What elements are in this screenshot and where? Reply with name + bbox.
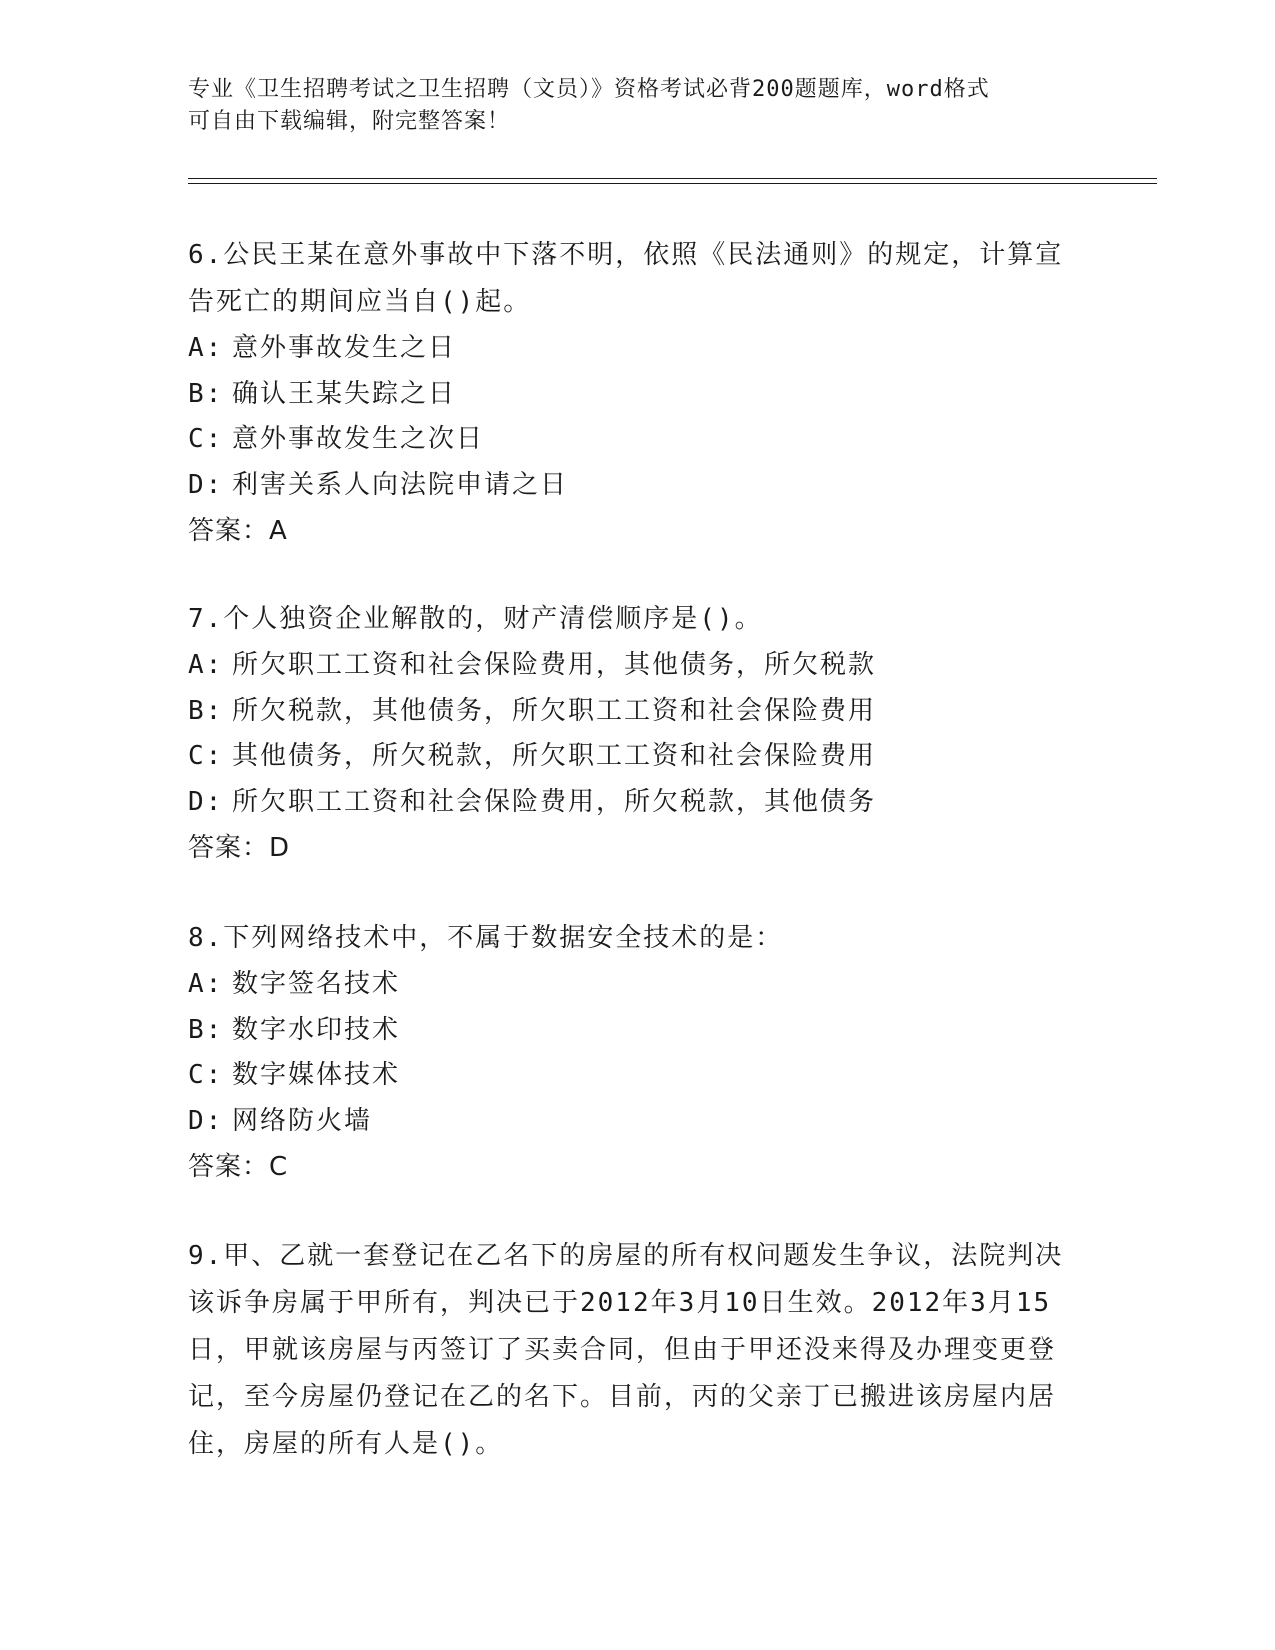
option-letter: B: (188, 695, 224, 726)
option-text: 数字水印技术 (232, 1014, 401, 1045)
header-divider-bottom (188, 183, 1157, 184)
answer-line: 答案：A (188, 516, 288, 546)
option-letter: A: (188, 969, 224, 999)
header-divider-top (188, 178, 1157, 179)
header-line-1: 专业《卫生招聘考试之卫生招聘（文员）》资格考试必背200题题库，word格式 (188, 77, 990, 102)
option-b (188, 1008, 1088, 1054)
option-text: 意外事故发生之次日 (232, 424, 485, 454)
answer-line: 答案：D (188, 833, 291, 863)
option-text: 其他债务，所欠税款，所欠职工工资和社会保险费用 (232, 741, 877, 771)
question-6 (188, 232, 1088, 554)
option-letter: C: (188, 424, 224, 454)
option-text: 所欠职工工资和社会保险费用，其他债务，所欠税款 (232, 650, 877, 680)
question-7 (188, 596, 1088, 871)
option-letter: D: (188, 469, 224, 500)
option-text: 所欠职工工资和社会保险费用，所欠税款，其他债务 (232, 786, 877, 817)
question-9 (188, 1233, 1068, 1468)
option-d (188, 1099, 1088, 1145)
question-stem: 9.甲、乙就一套登记在乙名下的房屋的所有权问题发生争议，法院判决该诉争房属于甲所有，判决已于2012年3月10日生效。2012年3月15日，甲就该房屋与丙签订了买卖合同，但由于甲还没来得及办理变更登记，至今房屋仍登记在乙的名下。目前，丙的父亲丁已搬进该房屋内居住，房屋的所有人是()。 (188, 1241, 1064, 1459)
question-8 (188, 915, 1088, 1190)
option-letter: B: (188, 1014, 224, 1045)
option-b (188, 372, 1088, 418)
option-b (188, 689, 1088, 735)
option-text: 数字签名技术 (232, 969, 401, 999)
option-text: 意外事故发生之日 (232, 333, 457, 363)
option-letter: C: (188, 1060, 224, 1090)
document-header (188, 74, 1068, 138)
option-c (188, 417, 1088, 463)
option-text: 利害关系人向法院申请之日 (232, 469, 569, 500)
option-d (188, 463, 1088, 509)
option-c (188, 734, 1088, 780)
option-letter: A: (188, 650, 224, 680)
question-stem: 6.公民王某在意外事故中下落不明，依照《民法通则》的规定，计算宣告死亡的期间应当自()起。 (188, 240, 1064, 317)
header-line-2: 可自由下载编辑，附完整答案！ (188, 109, 511, 134)
option-a (188, 643, 1088, 689)
option-a (188, 962, 1088, 1008)
option-text: 网络防火墙 (232, 1105, 373, 1136)
option-letter: D: (188, 786, 224, 817)
answer-line: 答案：C (188, 1152, 289, 1182)
question-stem: 8.下列网络技术中，不属于数据安全技术的是： (188, 923, 784, 953)
option-letter: A: (188, 333, 224, 363)
option-letter: C: (188, 741, 224, 771)
option-d (188, 780, 1088, 826)
option-letter: D: (188, 1105, 224, 1136)
option-a (188, 326, 1088, 372)
option-c (188, 1053, 1088, 1099)
option-text: 所欠税款，其他债务，所欠职工工资和社会保险费用 (232, 695, 877, 726)
option-text: 确认王某失踪之日 (232, 378, 457, 409)
option-letter: B: (188, 378, 224, 409)
question-stem: 7.个人独资企业解散的，财产清偿顺序是()。 (188, 604, 763, 634)
option-text: 数字媒体技术 (232, 1060, 401, 1090)
